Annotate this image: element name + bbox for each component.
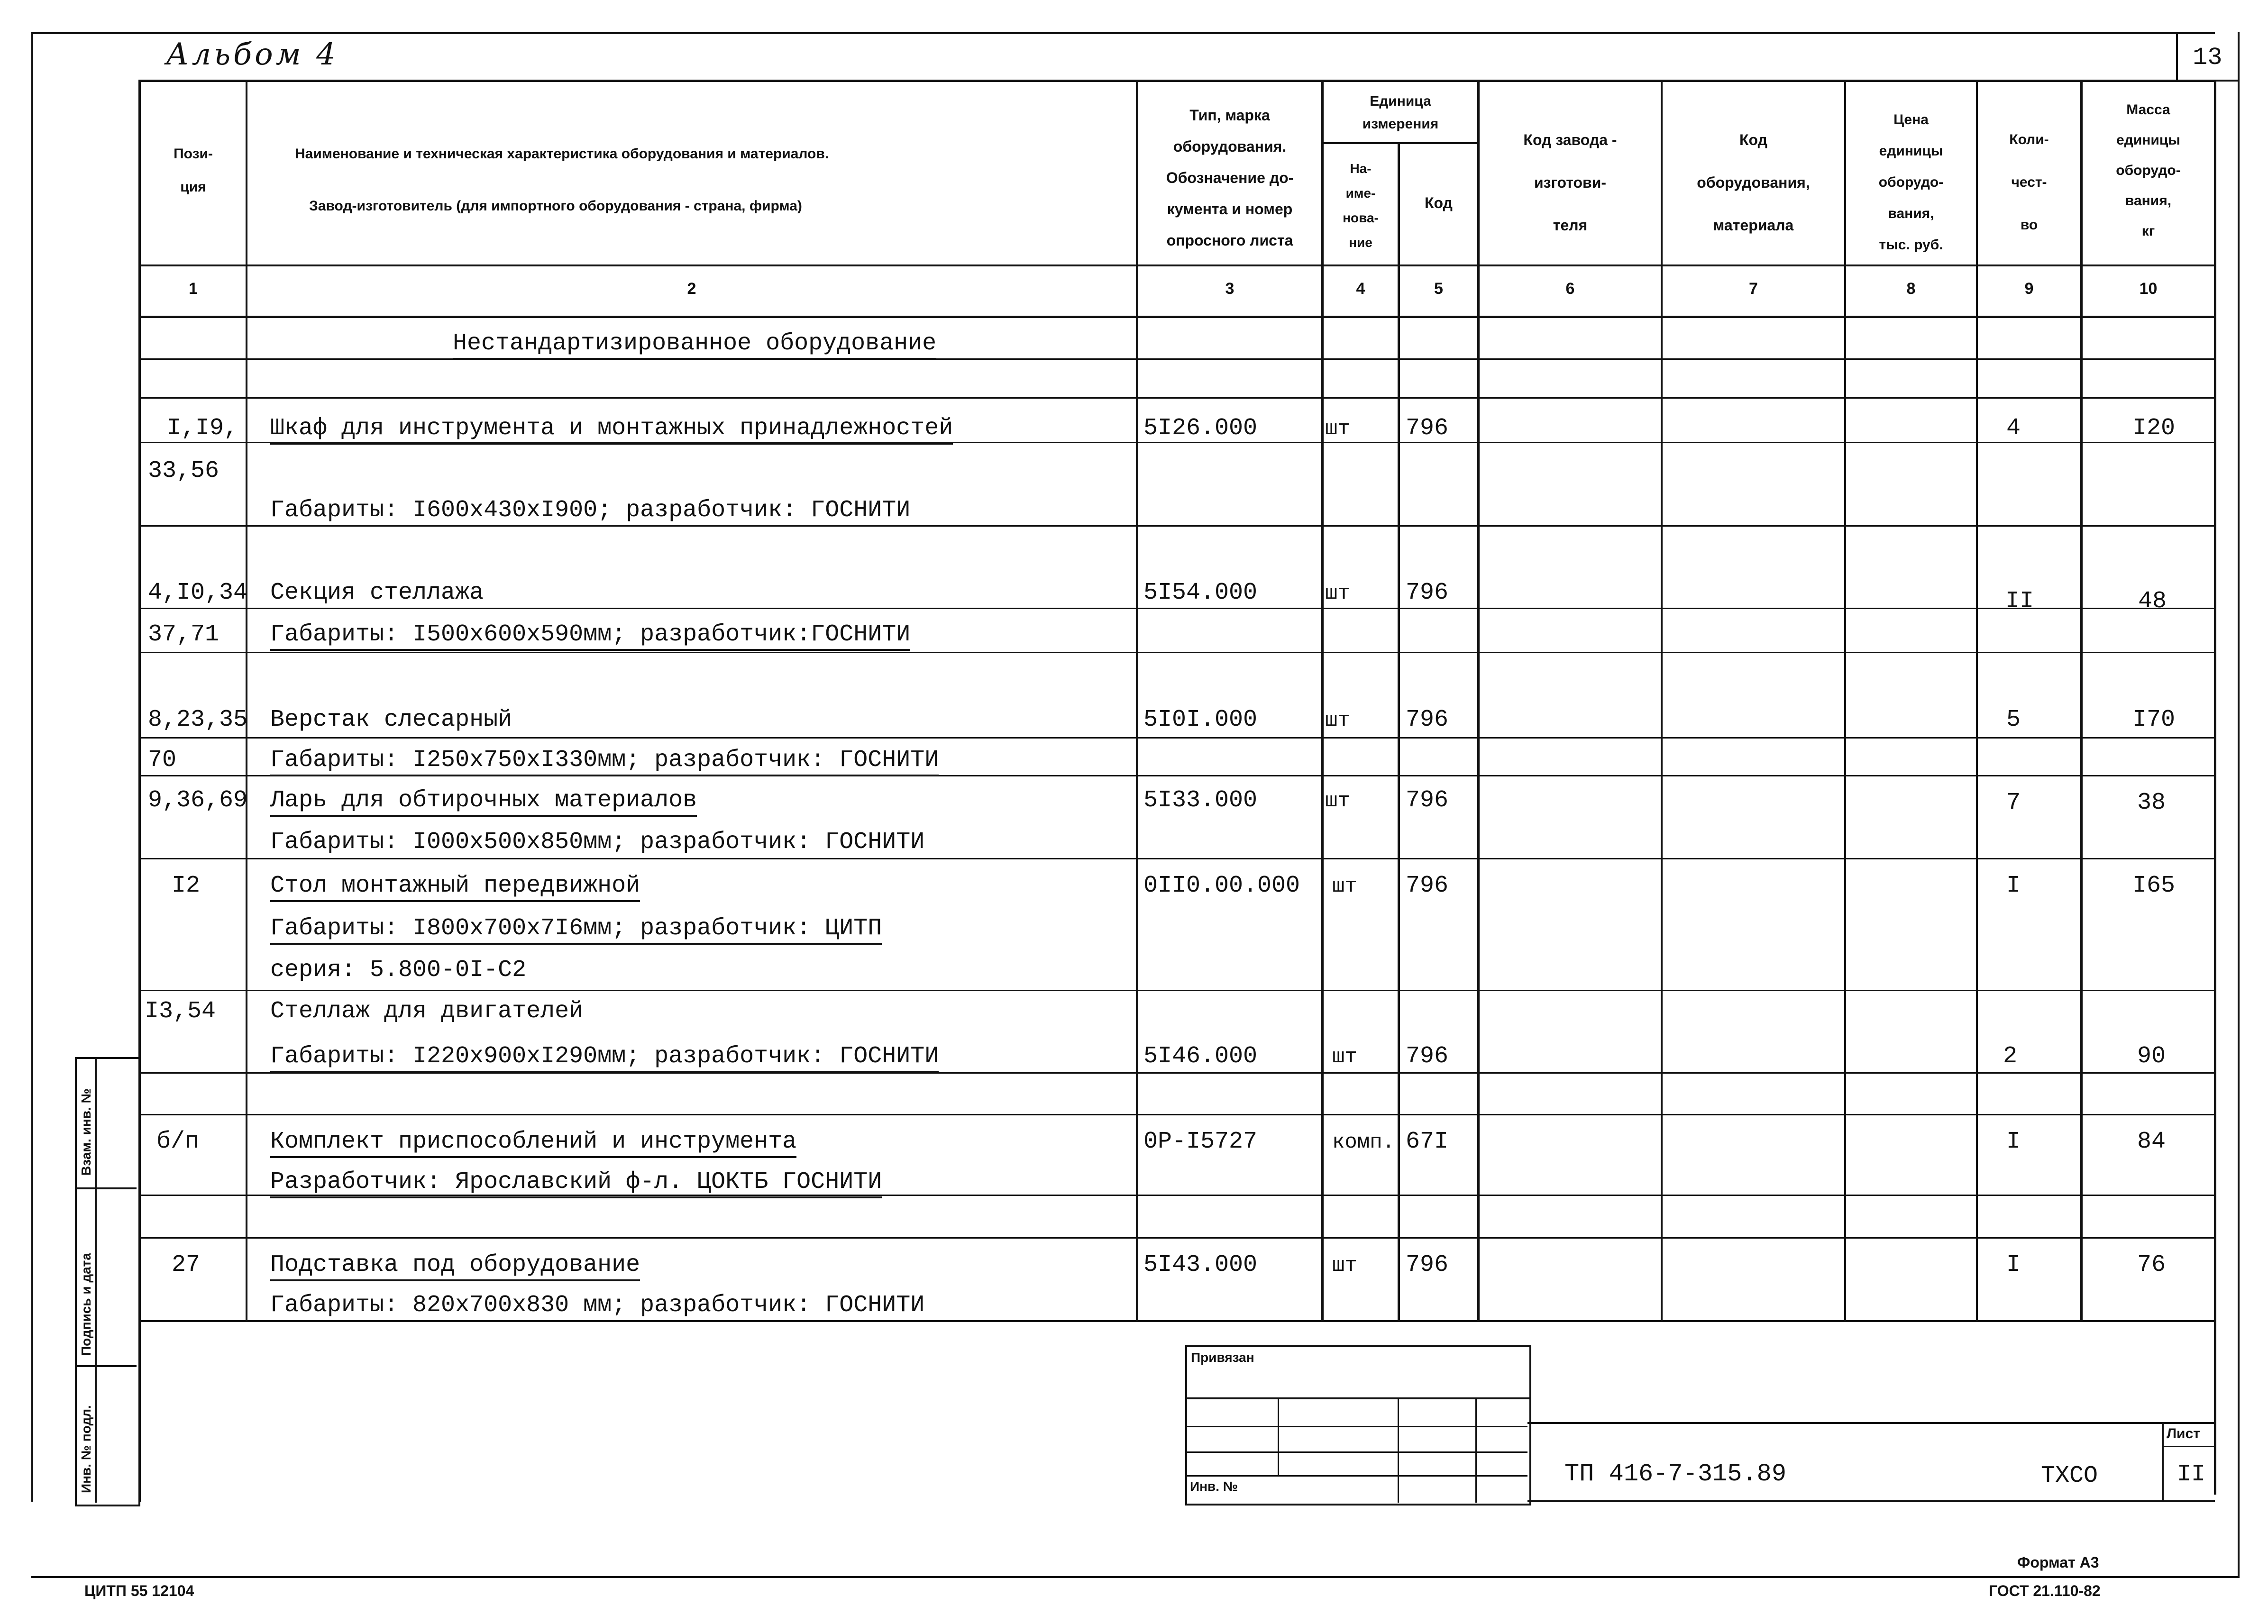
cell-pos: 9,36,69 (148, 787, 248, 814)
header-col4-line: име- (1345, 186, 1376, 201)
header-col8-line: оборудо- (1878, 174, 1944, 190)
header-col1-line: Пози- (174, 146, 213, 162)
row-line (138, 608, 2216, 609)
section-title (453, 330, 936, 357)
header-col2-line: Наименование и техническая характеристика оборудования и материалов. (295, 146, 829, 162)
cell-name-text: серия: 5.800-0I-C2 (270, 957, 527, 984)
col-line-3 (1321, 80, 1324, 1322)
header-col3-line: Тип, марка (1189, 107, 1270, 124)
cell-name-text: Габариты: 820x700x830 мм; разработчик: ГОСНИТИ (270, 1292, 925, 1319)
cell-name-text: Габариты: I220x900xI290мм; разработчик: ГОСНИТИ (270, 1043, 939, 1073)
cell-unit: шт (1332, 1254, 1357, 1277)
sheet-label: Лист (2167, 1426, 2200, 1442)
cell-pos: 8,23,35 (148, 706, 248, 733)
frame-top (31, 32, 2215, 34)
sheet-number: II (2177, 1461, 2206, 1488)
footer-rule (31, 1576, 2240, 1578)
cell-unit: шт (1325, 417, 1350, 441)
cell-mass: 76 (2137, 1251, 2166, 1278)
header-col7-line: оборудования, (1697, 174, 1810, 191)
col-number-10: 10 (2139, 280, 2158, 298)
cell-qty: 7 (2006, 789, 2021, 816)
cell-unit: шт (1325, 789, 1350, 813)
side-strip-divider (75, 1365, 137, 1367)
cell-type: 5I26.000 (1143, 415, 1258, 442)
sheet-box-left (2162, 1422, 2164, 1502)
col-line-2 (1136, 80, 1138, 1322)
col-number-2: 2 (687, 280, 696, 298)
title-block-top (1527, 1422, 2215, 1424)
header-col10-line: Масса (2126, 102, 2170, 118)
col-number-3: 3 (1225, 280, 1235, 298)
section-title-text: Нестандартизированное оборудование (453, 330, 936, 360)
privyazan-grid-vline (1475, 1397, 1477, 1503)
cell-code: 796 (1406, 1043, 1449, 1070)
cell-pos: 33,56 (148, 457, 219, 484)
cell-name (270, 957, 526, 984)
header-col5: Код (1425, 194, 1453, 211)
side-label-podpis: Подпись и дата (79, 1253, 93, 1356)
cell-code: 67I (1406, 1128, 1449, 1155)
cell-qty: II (2005, 588, 2034, 615)
header-col9-line: чест- (2011, 174, 2047, 190)
cell-mass: 38 (2137, 789, 2166, 816)
album-label: Альбом 4 (166, 37, 338, 72)
header-col8-line: вания, (1888, 206, 1934, 221)
col-number-8: 8 (1906, 280, 1916, 298)
header-col8-line: единицы (1879, 143, 1943, 159)
cell-name (270, 915, 882, 942)
cell-qty: I (2006, 1251, 2021, 1278)
cell-name (270, 621, 910, 648)
header-col1-line: ция (180, 179, 206, 195)
cell-mass: I65 (2132, 872, 2176, 899)
header-col10-line: вания, (2125, 193, 2172, 209)
cell-code: 796 (1406, 787, 1449, 814)
header-col1 (141, 137, 246, 204)
header-col4-line: нова- (1343, 210, 1379, 225)
side-label-vzam: Взам. инв. № (79, 1088, 93, 1176)
cell-name-text: Стол монтажный передвижной (270, 872, 640, 902)
footer-left-code: ЦИТП 55 12104 (84, 1582, 194, 1599)
cell-name-text: Ларь для обтирочных материалов (270, 787, 697, 817)
header-col10 (2083, 95, 2214, 246)
cell-pos: I3,54 (145, 998, 216, 1025)
privyazan-grid-vline (1398, 1397, 1399, 1503)
col-number-9: 9 (2024, 280, 2034, 298)
cell-qty: 4 (2006, 415, 2021, 442)
cell-pos: I2 (172, 872, 201, 899)
cell-name (270, 1168, 882, 1195)
header-col9 (1978, 119, 2080, 246)
table-top (138, 80, 2216, 82)
header-col6-line: Код завода - (1523, 131, 1617, 148)
frame-right (2238, 32, 2240, 1578)
cell-type: 5I43.000 (1143, 1251, 1258, 1278)
col-number-7: 7 (1749, 280, 1758, 298)
cell-name (270, 1128, 796, 1155)
header-col4-line: На- (1350, 161, 1372, 176)
cell-name (270, 747, 939, 774)
cell-name (270, 415, 953, 442)
col-line-4 (1398, 142, 1400, 1322)
table-right (2214, 80, 2216, 1495)
header-col2 (247, 128, 1136, 232)
title-block-bottom (1527, 1500, 2215, 1502)
header-unit-group-line: измерения (1362, 116, 1439, 132)
cell-mass: I20 (2132, 415, 2176, 442)
header-col7 (1663, 119, 1844, 246)
page-corner-number: 13 (2193, 44, 2222, 72)
col-line-5 (1477, 80, 1480, 1322)
cell-name-text: Разработчик: Ярославский ф-л. ЦОКТБ ГОСНИТИ (270, 1168, 882, 1198)
col-line-1 (246, 80, 247, 1322)
cell-qty: I (2006, 1128, 2021, 1155)
doc-code: ТП 416-7-315.89 (1564, 1460, 1787, 1488)
cell-mass: 90 (2137, 1043, 2166, 1070)
header-col10-line: единицы (2116, 132, 2180, 148)
sheet-box-mid (2162, 1446, 2215, 1447)
header-unit-group-line: Единица (1370, 93, 1431, 109)
cell-name-text: Габариты: I250x750xI330мм; разработчик: ГОСНИТИ (270, 747, 939, 776)
cell-pos: 27 (172, 1251, 201, 1278)
cell-unit: шт (1325, 582, 1350, 605)
cell-name (270, 706, 512, 733)
side-strip-divider (95, 1057, 97, 1503)
header-col4 (1324, 156, 1398, 255)
cell-code: 796 (1406, 706, 1449, 733)
cell-qty: 5 (2006, 706, 2021, 733)
cell-name-text: Комплект приспособлений и инструмента (270, 1128, 796, 1158)
cell-name (270, 872, 640, 899)
cell-code: 796 (1406, 579, 1449, 606)
col-number-4: 4 (1356, 280, 1365, 298)
cell-unit: шт (1325, 709, 1350, 732)
cell-name-text: Шкаф для инструмента и монтажных принадлежностей (270, 415, 953, 445)
header-col7-line: Код (1739, 131, 1767, 148)
row-line (138, 858, 2216, 859)
frame-left (31, 32, 33, 1502)
cell-name-text: Габариты: I600x430xI900; разработчик: ГОСНИТИ (270, 497, 910, 527)
header-col10-line: кг (2141, 223, 2155, 239)
cell-pos: 70 (148, 747, 177, 774)
cell-name-text: Габариты: I800x700x7I6мм; разработчик: ЦИТП (270, 915, 882, 945)
cell-mass: 84 (2137, 1128, 2166, 1155)
header-col2-line: Завод-изготовитель (для импортного оборудования - страна, фирма) (309, 198, 802, 214)
header-col3-line: Обозначение до- (1166, 169, 1294, 186)
col-line-9 (2080, 80, 2083, 1322)
header-col10-line: оборудо- (2116, 163, 2181, 178)
col-line-6 (1661, 80, 1663, 1322)
footer-format: Формат А3 (2017, 1554, 2099, 1571)
table-bottom-rule (138, 1320, 2216, 1322)
header-col9-line: во (2020, 217, 2038, 233)
cell-name-text: Габариты: I500x600x590мм; разработчик:ГОСНИТИ (270, 621, 910, 651)
header-col8 (1846, 104, 1976, 261)
cell-name (270, 1292, 924, 1319)
col-number-1: 1 (189, 280, 198, 298)
cell-name-text: Габариты: I000x500x850мм; разработчик: ГОСНИТИ (270, 829, 925, 856)
cell-unit: шт (1332, 875, 1357, 898)
header-col6-line: изготови- (1534, 174, 1607, 191)
cell-name (270, 579, 484, 606)
header-col3-line: опросного листа (1166, 232, 1293, 249)
side-strip-divider (75, 1187, 137, 1189)
header-col3 (1138, 100, 1321, 256)
cell-name (270, 787, 697, 814)
cell-name (270, 1251, 640, 1278)
row-line (138, 1237, 2216, 1239)
footer-gost: ГОСТ 21.110-82 (1989, 1582, 2101, 1599)
cell-name (270, 1043, 939, 1070)
cell-type: 5I33.000 (1143, 787, 1258, 814)
unit-group-line (1321, 142, 1479, 144)
cell-name-text: Стеллаж для двигателей (270, 998, 584, 1025)
cell-type: 0Р-I5727 (1143, 1128, 1258, 1155)
header-col8-line: тыс. руб. (1879, 237, 1943, 253)
cell-unit: шт (1332, 1045, 1357, 1069)
row-line (138, 358, 2216, 360)
cell-mass: 48 (2138, 588, 2167, 615)
header-col3-line: кумента и номер (1167, 201, 1293, 218)
cell-name-text: Секция стеллажа (270, 579, 484, 606)
cell-pos: б/п (156, 1128, 200, 1155)
privyazan-grid-vline (1278, 1397, 1279, 1476)
cell-unit: комп. (1332, 1131, 1395, 1154)
row-line (138, 652, 2216, 653)
cell-code: 796 (1406, 872, 1449, 899)
row-line (138, 737, 2216, 739)
col-number-6: 6 (1565, 280, 1575, 298)
col-line-7 (1844, 80, 1846, 1322)
cell-pos: I,I9, (167, 415, 238, 442)
cell-type: 5I54.000 (1143, 579, 1258, 606)
side-label-inv: Инв. № подл. (79, 1405, 93, 1493)
cell-name-text: Верстак слесарный (270, 706, 512, 733)
cell-name (270, 497, 910, 524)
inv-no-label: Инв. № (1190, 1479, 1238, 1494)
cell-type: 5I46.000 (1143, 1043, 1258, 1070)
cell-qty: I (2006, 872, 2021, 899)
cell-code: 796 (1406, 1251, 1449, 1278)
cell-pos: 37,71 (148, 621, 219, 648)
header-col6 (1480, 119, 1661, 246)
row-line (138, 990, 2216, 991)
header-col6-line: теля (1553, 217, 1588, 234)
row-line (138, 397, 2216, 399)
cell-type: 5I0I.000 (1143, 706, 1258, 733)
privyazan-label: Привязан (1191, 1350, 1254, 1365)
doc-type: ТХСО (2041, 1462, 2098, 1489)
header-col8-line: Цена (1893, 112, 1929, 128)
numbers-bottom (138, 316, 2216, 318)
cell-type: 0II0.00.000 (1143, 872, 1300, 899)
header-col3-line: оборудования. (1173, 138, 1287, 155)
cell-name (270, 998, 583, 1025)
cell-name (270, 829, 924, 856)
cell-qty: 2 (2003, 1043, 2018, 1070)
row-line (138, 1114, 2216, 1115)
header-col9-line: Коли- (2009, 132, 2049, 147)
header-unit-group (1324, 90, 1477, 136)
cell-name-text: Подставка под оборудование (270, 1251, 640, 1281)
cell-code: 796 (1406, 415, 1449, 442)
header-bottom (138, 265, 2216, 266)
cell-mass: I70 (2132, 706, 2176, 733)
header-col7-line: материала (1713, 217, 1794, 234)
col-line-8 (1976, 80, 1978, 1322)
cell-pos: 4,I0,34 (148, 579, 248, 606)
header-col4-line: ние (1349, 235, 1372, 250)
col-number-5: 5 (1434, 280, 1443, 298)
